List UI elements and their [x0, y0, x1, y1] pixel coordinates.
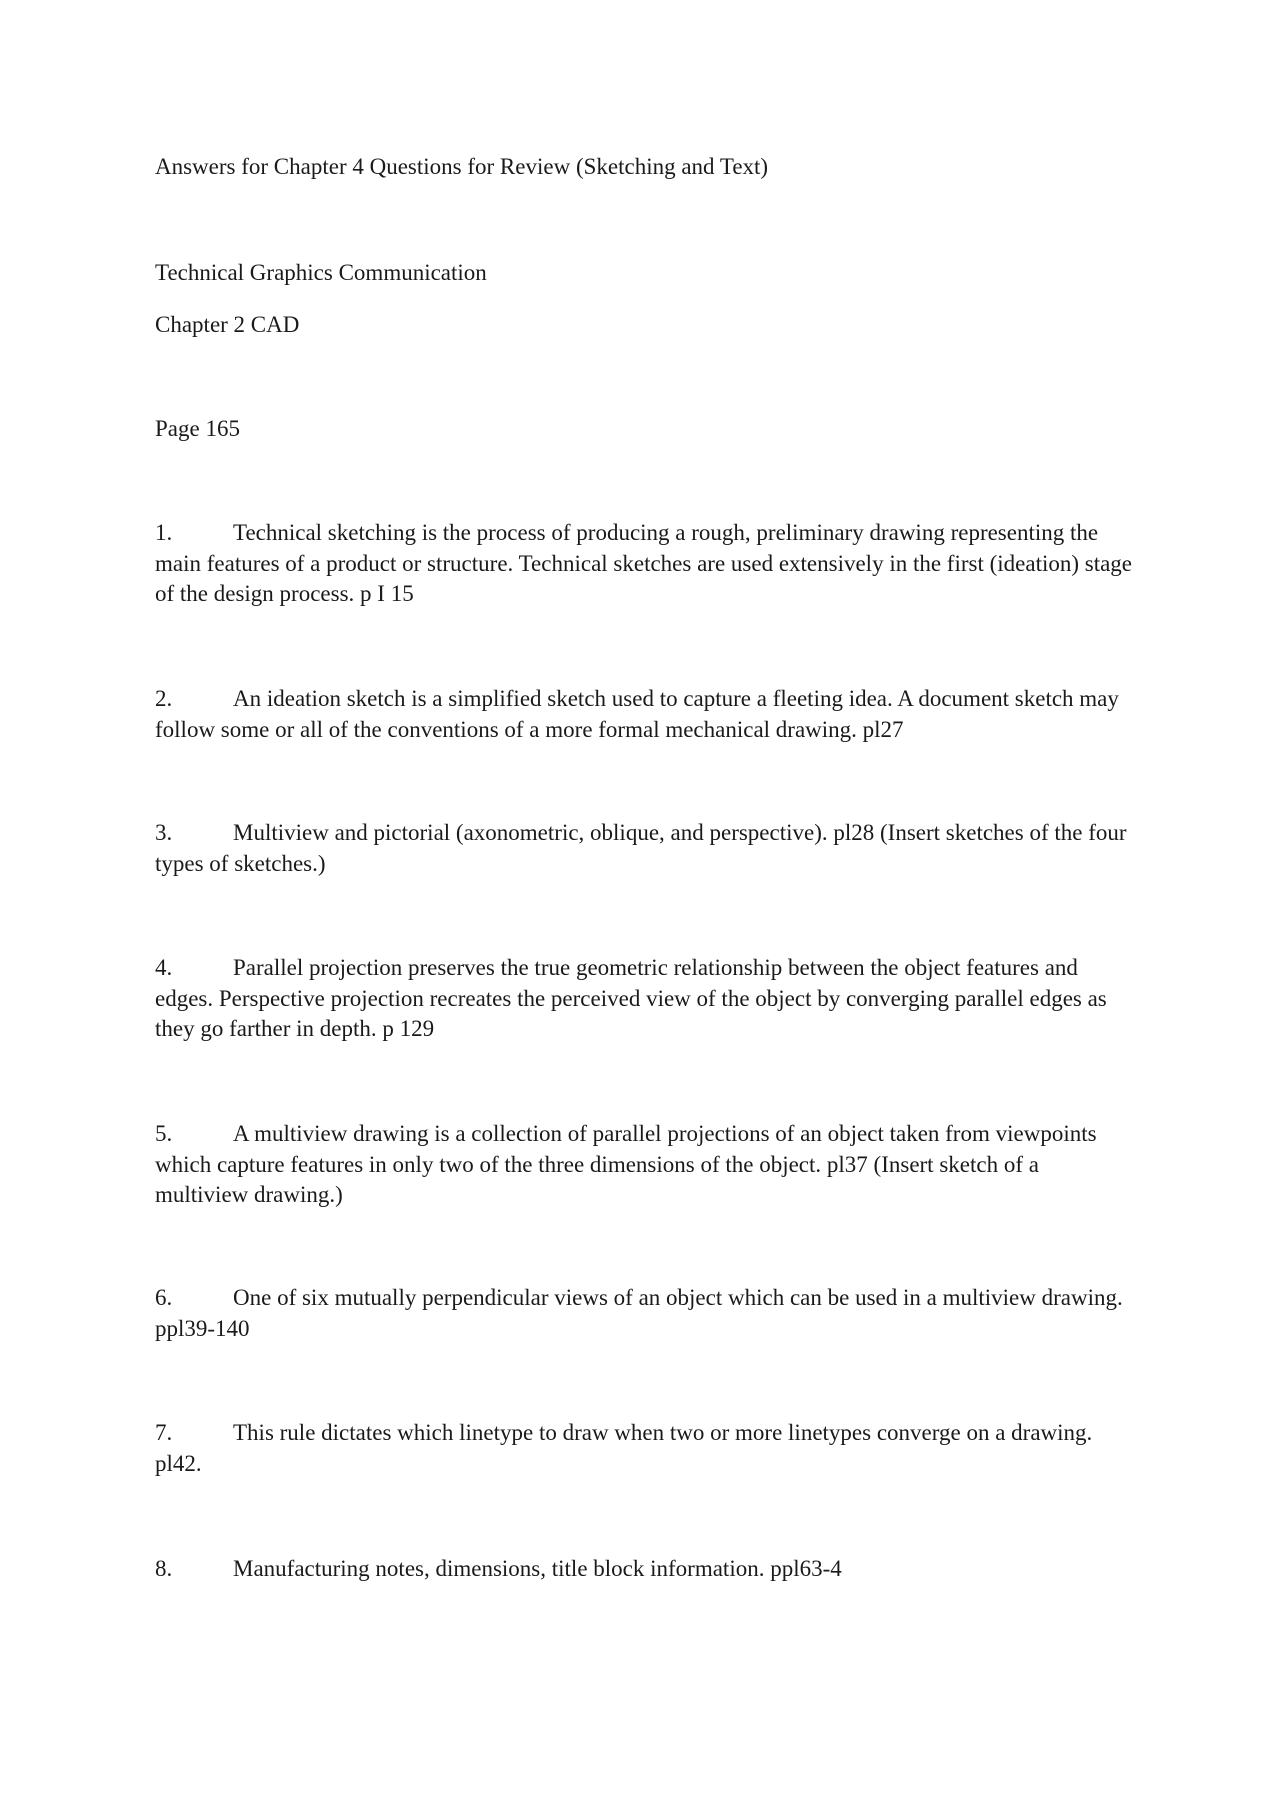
- document-title: Answers for Chapter 4 Questions for Review (Sketching and Text): [155, 154, 769, 179]
- answer-number: 8.: [155, 1556, 173, 1581]
- answer-item-4: [155, 953, 1135, 1045]
- answer-number: 2.: [155, 686, 173, 711]
- page-reference: Page 165: [155, 416, 240, 441]
- answer-item-2: [155, 684, 1135, 745]
- answer-number: 3.: [155, 820, 173, 845]
- answer-number: 1.: [155, 520, 173, 545]
- answer-item-3: [155, 818, 1135, 879]
- answer-text: A multiview drawing is a collection of parallel projections of an object taken from viewpoints which capture features in only two of the three dimensions of the object. pl37 (Insert sketch of a multiview drawing.): [155, 1121, 1097, 1207]
- answer-item-6: [155, 1283, 1135, 1344]
- answer-text: One of six mutually perpendicular views of an object which can be used in a multiview drawing. ppl39-140: [155, 1285, 1123, 1341]
- course-name: Technical Graphics Communication: [155, 260, 487, 285]
- answer-text: This rule dictates which linetype to draw when two or more linetypes converge on a drawing. pl42.: [155, 1420, 1093, 1476]
- answer-number: 7.: [155, 1420, 173, 1445]
- answer-item-7: [155, 1418, 1135, 1479]
- answer-text: Parallel projection preserves the true geometric relationship between the object features and edges. Perspective projection recreates the perceived view of the object by converging parallel edges as they go farther in depth. p 129: [155, 955, 1107, 1041]
- answer-number: 6.: [155, 1285, 173, 1310]
- answer-text: Multiview and pictorial (axonometric, oblique, and perspective). pl28 (Insert sketches of the four types of sketches.): [155, 820, 1127, 876]
- chapter-label: Chapter 2 CAD: [155, 312, 300, 337]
- answer-text: Technical sketching is the process of producing a rough, preliminary drawing representing the main features of a product or structure. Technical sketches are used extensively in the first (ideation) stage of the design process. p I 15: [155, 520, 1133, 606]
- answer-item-8: [155, 1554, 1135, 1585]
- answer-item-5: [155, 1119, 1135, 1211]
- answer-number: 5.: [155, 1121, 173, 1146]
- answer-text: An ideation sketch is a simplified sketch used to capture a fleeting idea. A document sketch may follow some or all of the conventions of a more formal mechanical drawing. pl27: [155, 686, 1119, 742]
- answer-number: 4.: [155, 955, 173, 980]
- answer-item-1: [155, 518, 1135, 610]
- answer-text: Manufacturing notes, dimensions, title block information. ppl63-4: [233, 1556, 842, 1581]
